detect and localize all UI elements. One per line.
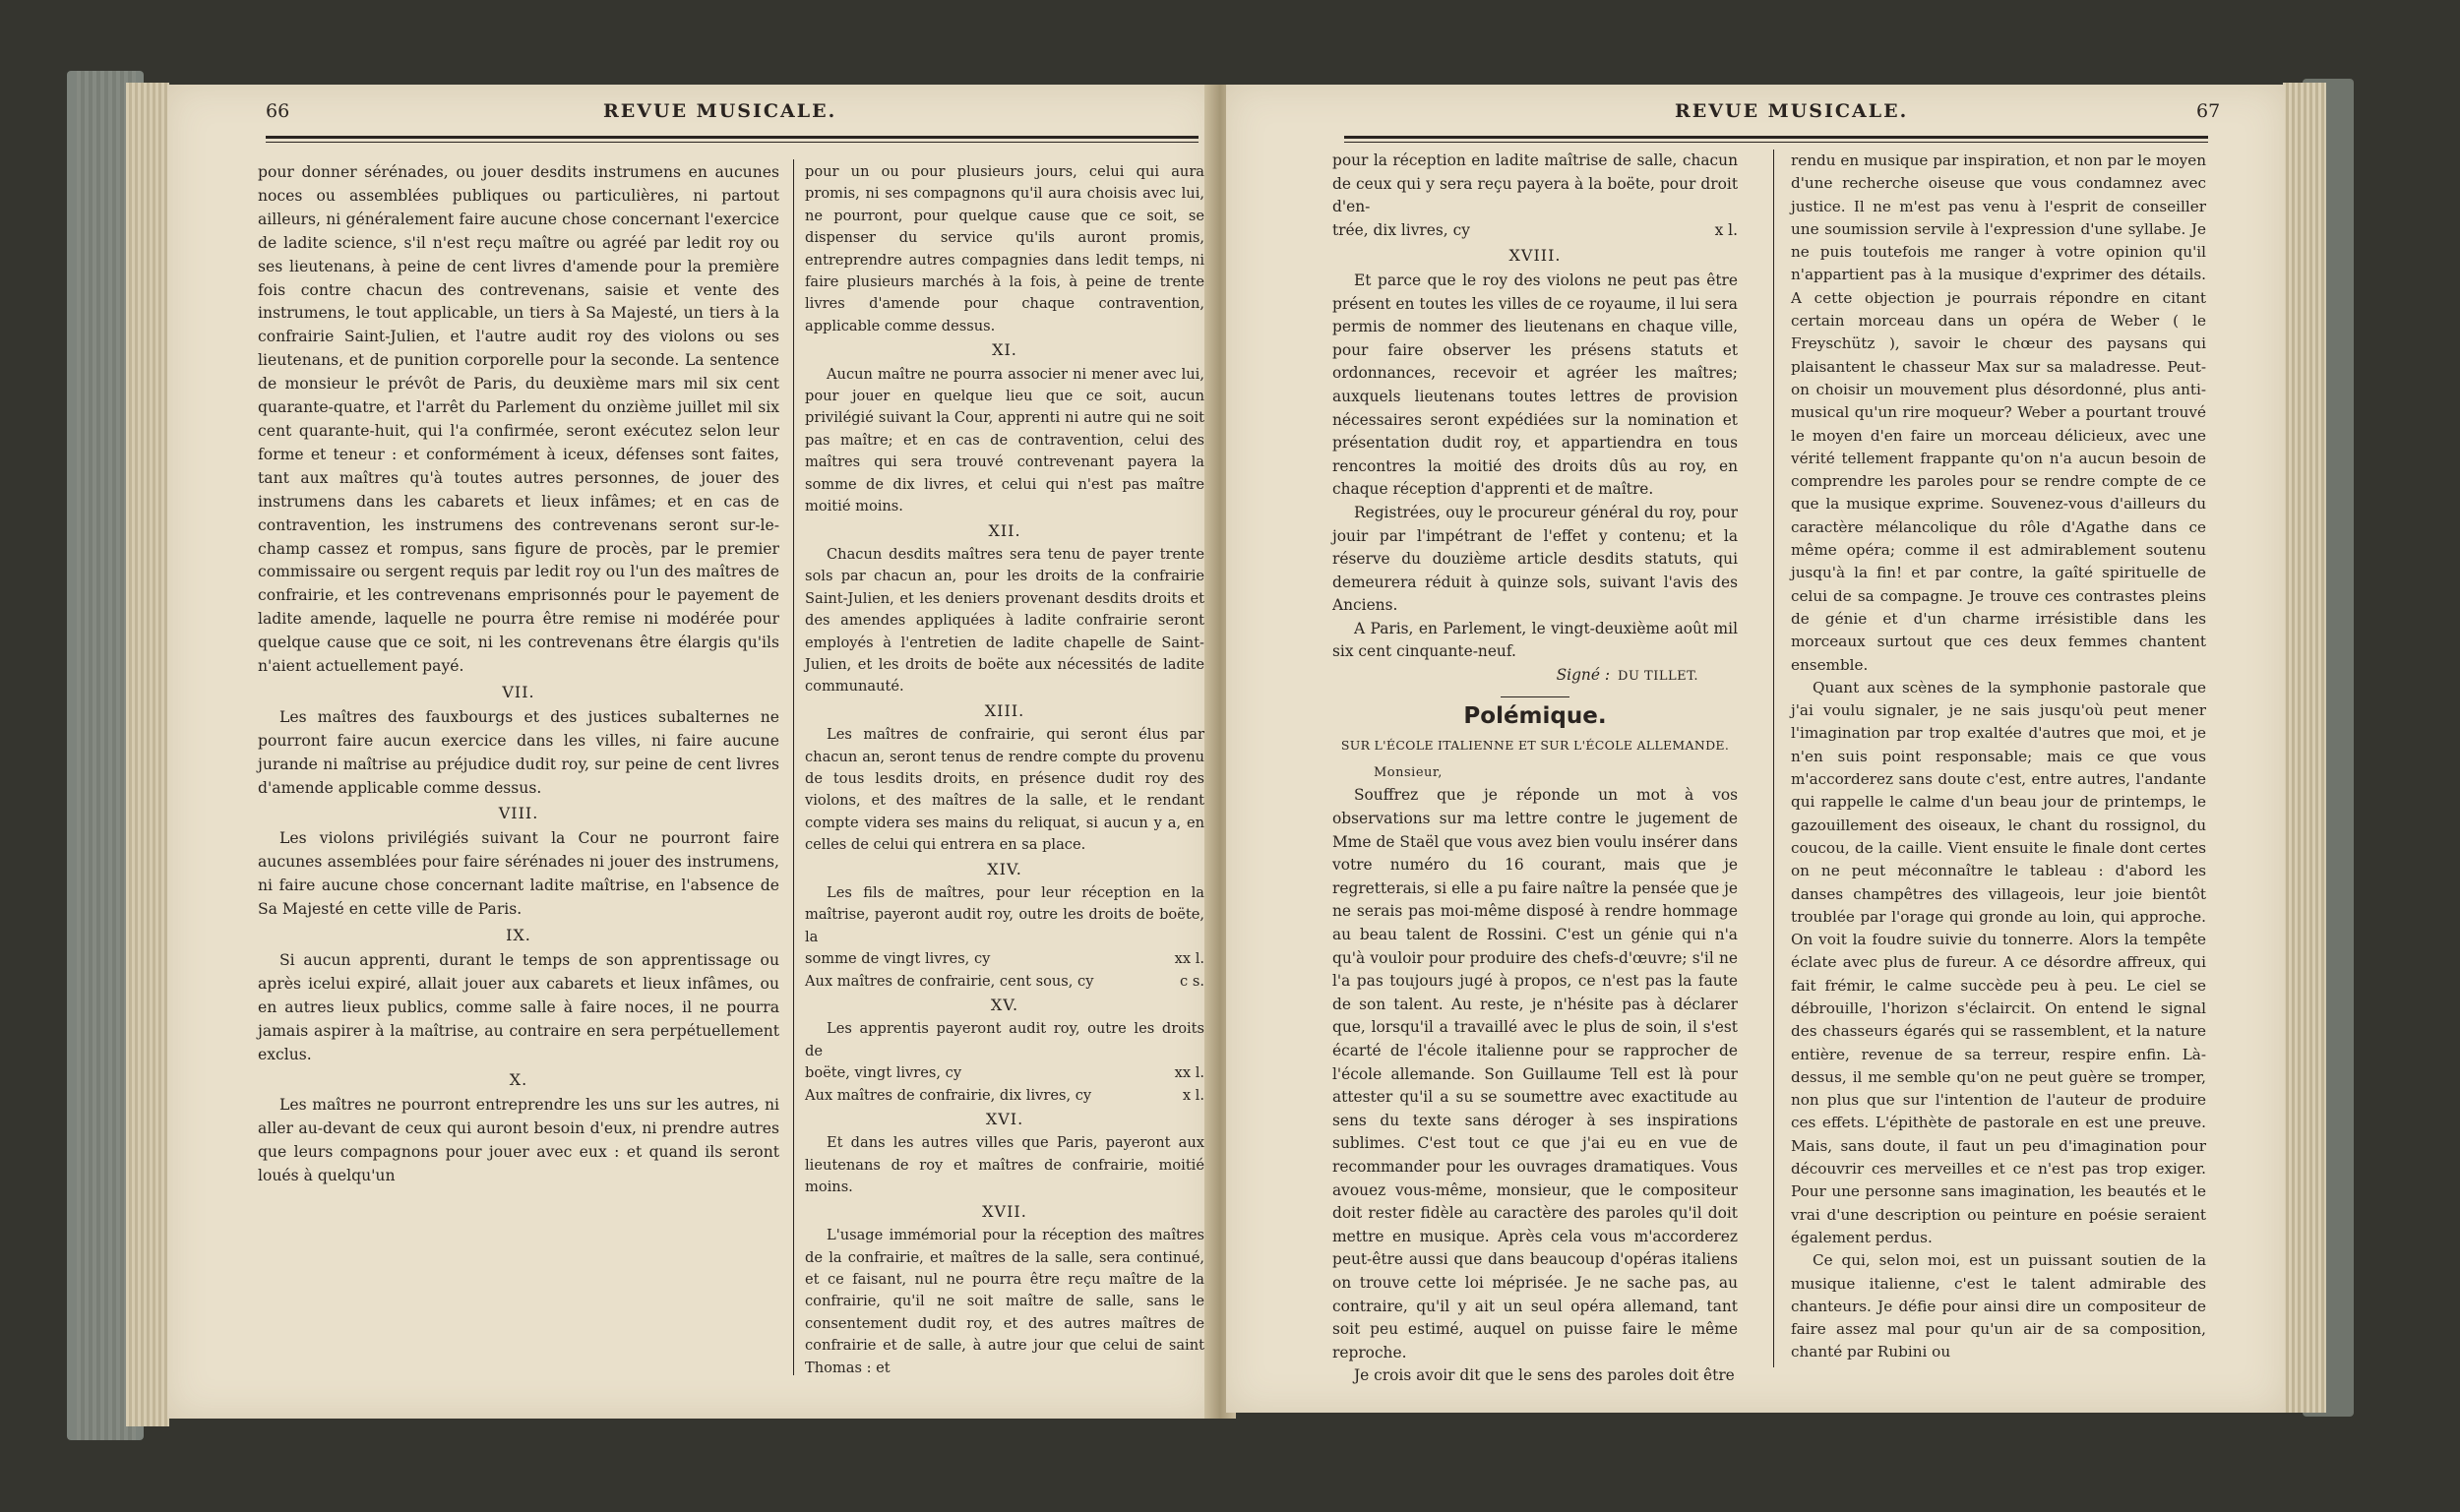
- paragraph: Quant aux scènes de la symphonie pastorale que j'ai voulu signaler, je ne sais jusqu'où peut mener l'imagination par trop exaltée d'autres que moi, et je n'en suis point responsable; mais ce que vous m'accorderez sans doute c'est, entre autres, l'andante qui rappelle le calme d'un beau jour de printemps, le gazouillement des oiseaux, le chant du rossignol, du coucou, de la caille. Vient ensuite le finale dont certes on ne peut méconnaître le tableau : d'abord les danses champêtres des villageois, leur joie bientôt troublée par l'orage qui gronde au loin, qui approche. On voit la foudre suivie du tonnerre. Alors la tempête éclate avec plus de fureur. A ce désordre affreux, qui fait frémir, le calme succède peu à peu. Le ciel se débrouille, l'horizon s'éclaircit. On entend le signal des chasseurs égarés qui se rassemblent, et la nature entière, revenue de sa terreur, respire enfin. Là-dessus, il me semble qu'on ne peut guère se tromper, non plus que sur l'intention de l'auteur de produire ces effets. L'épithète de pastorale en est une preuve. Mais, sans doute, il faut un peu d'imagination pour découvrir ces merveilles et ce n'est pas trop exiger. Pour une personne sans imagination, les beautés et le vrai d'une description ou peinture en poésie seraient également perdus.: [1791, 678, 2206, 1246]
- fee-amount: x l.: [1182, 1086, 1204, 1104]
- fee-line: [805, 1085, 1204, 1107]
- left-column-2: [805, 161, 1204, 1379]
- right-page: [1226, 85, 2285, 1413]
- right-page-number: 67: [2196, 100, 2221, 122]
- paragraph: Si aucun apprenti, durant le temps de son apprentissage ou après icelui expiré, allait jouer aux cabarets et lieux infâmes, ou en autres lieux publics, comme salle à faire noces, il ne pourra jamais aspirer à la maîtrise, au contraire en sera perpétuellement exclus.: [258, 950, 779, 1063]
- paragraph: Les maîtres ne pourront entreprendre les uns sur les autres, ni aller au-devant de ceux qui auront besoin d'eux, ni prendre autres que leurs compagnons pour jouer avec eux : et quand ils seront loués à quelqu'un: [258, 1096, 779, 1185]
- article-number: XII.: [988, 520, 1021, 540]
- paragraph: rendu en musique par inspiration, et non par le moyen d'une recherche oiseuse que vous condamnez avec justice. Il ne m'est pas venu à l'esprit de conseiller une soumission servile à l'expression d'une syllabe. Je ne puis toutefois me ranger à votre opinion qu'il n'appartient pas à la musique d'exprimer des détails. A cette objection je pourrais répondre en citant certain morceau dans un opéra de Weber ( le Freyschütz ), savoir le chœur des paysans qui plaisantent le chasseur Max sur sa maladresse. Peut-on choisir un mouvement plus désordonné, plus anti-musical qu'un rire moqueur? Weber a pourtant trouvé le moyen d'en faire un morceau délicieux, avec une vérité tellement frappante qu'on n'a aucun besoin de comprendre les paroles pour se rendre compte de ce que la musique exprime. Souvenez-vous d'ailleurs du caractère mélancolique du rôle d'Agathe dans ce même opéra; comme il est admirablement soutenu jusqu'à la fin! et par contre, la gaîté spirituelle de celui de sa compagne. Je trouve ces contrastes pleins de génie et d'un charme irrésistible dans les morceaux surtout que ces deux femmes chantent ensemble.: [1791, 151, 2206, 674]
- right-column-rule: [1773, 150, 1774, 1367]
- fee-line: [805, 971, 1204, 993]
- paragraph: Les violons privilégiés suivant la Cour ne pourront faire aucunes assemblées pour faire sérénades ni jouer des instrumens, ni faire aucune chose concernant ladite maîtrise, en l'absence de Sa Majesté en cette ville de Paris.: [258, 829, 779, 919]
- article-number: IX.: [506, 926, 531, 944]
- fee-label: somme de vingt livres, cy: [805, 950, 991, 968]
- right-running-head: REVUE MUSICALE.: [1675, 100, 1909, 122]
- fee-amount: xx l.: [1174, 950, 1204, 968]
- paragraph: pour la réception en ladite maîtrise de salle, chacun de ceux qui y sera reçu payera à la boëte, pour droit d'en-: [1332, 151, 1738, 216]
- left-running-head: REVUE MUSICALE.: [603, 100, 837, 122]
- signature-label: Signé :: [1556, 666, 1611, 685]
- fee-label: Aux maîtres de confrairie, dix livres, cy: [805, 1086, 1092, 1104]
- article-subtitle: SUR L'ÉCOLE ITALIENNE ET SUR L'ÉCOLE ALLEMANDE.: [1340, 738, 1730, 754]
- article-number: X.: [509, 1070, 528, 1090]
- paragraph: pour un ou pour plusieurs jours, celui qui aura promis, ni ses compagnons qu'il aura choisis avec lui, ne pourront, pour quelque cause que ce soit, se dispenser du service qu'ils auront promis, entreprendre autres compagnies dans ledit temps, ni faire plusieurs marchés à la fois, à peine de trente livres d'amende pour chaque contravention, applicable comme dessus.: [805, 163, 1204, 334]
- paragraph: Les apprentis payeront audit roy, outre les droits de: [805, 1020, 1204, 1059]
- left-page-number: 66: [266, 100, 290, 122]
- right-head-rule-thin: [1344, 142, 2208, 143]
- paragraph: Et parce que le roy des violons ne peut pas être présent en toutes les villes de ce royaume, il lui sera permis de nommer des lieutenans en chaque ville, pour faire observer les présens statuts et ordonnances, recevoir et agréer les maîtres; auxquels lieutenans toutes lettres de provision nécessaires seront expédiées sur la nomination et présentation dudit roy, et appartiendra en tous rencontres la moitié des droits dûs au roy, en chaque réception d'apprenti et de maître.: [1332, 271, 1738, 499]
- paragraph: A Paris, en Parlement, le vingt-deuxième août mil six cent cinquante-neuf.: [1332, 619, 1738, 661]
- fee-line: [805, 948, 1204, 970]
- right-head-rule: [1344, 136, 2208, 139]
- left-head-rule-thin: [266, 142, 1199, 143]
- article-number: XI.: [992, 340, 1017, 360]
- paragraph: Souffrez que je réponde un mot à vos observations sur ma lettre contre le jugement de Mme de Staël que vous avez bien voulu insérer dans votre numéro du 16 courant, mais que je regretterais, si elle a pu faire naître la pensée que je ne serais pas moi-même disposé à rendre hommage au beau talent de Rossini. C'est un génie qui n'a qu'à vouloir pour produire des chefs-d'œuvre; s'il ne l'a pas toujours jugé à propos, ce n'est pas la faute de son talent. Au reste, je n'hésite pas à déclarer que, lorsqu'il a travaillé avec le plus de soin, il s'est écarté de l'école italienne pour se rapprocher de l'école allemande. Son Guillaume Tell est là pour attester qu'il a su se soumettre avec exactitude au sens du texte sans déroger à ses inspirations sublimes. C'est tout ce que j'ai eu en vue de recommander pour les ouvrages dramatiques. Vous avouez vous-même, monsieur, que le compositeur doit rester fidèle au caractère des paroles qu'il doit mettre en musique. Après cela vous m'accorderez peut-être aussi que dans beaucoup d'opéras italiens on trouve cette loi méprisée. Je ne sache pas, au contraire, qu'il y ait un seul opéra allemand, tant soit peu estimé, auquel on puisse faire le même reproche.: [1332, 786, 1739, 1361]
- left-page: [167, 85, 1214, 1419]
- left-column-rule: [793, 159, 794, 1375]
- fee-amount: x l.: [1714, 220, 1738, 239]
- signature-line: [1332, 664, 1738, 689]
- paragraph: Aucun maître ne pourra associer ni mener avec lui, pour jouer en quelque lieu que ce soit, aucun privilégié suivant la Cour, apprenti ni autre qui ne soit pas maître; et en cas de contravention, celui des maîtres qui sera trouvé contrevenant payera la somme de dix livres, et celui qui n'est pas maître moitié moins.: [805, 365, 1204, 515]
- right-column-1: [1332, 150, 1738, 1388]
- article-number: XIV.: [987, 859, 1022, 878]
- article-number: XIII.: [984, 700, 1025, 720]
- paragraph: Et dans les autres villes que Paris, payeront aux lieutenans de roy et maîtres de confrairie, moitié moins.: [805, 1134, 1204, 1196]
- left-page-edges: [126, 83, 169, 1426]
- fee-label: boëte, vingt livres, cy: [805, 1064, 962, 1082]
- paragraph: pour donner sérénades, ou jouer desdits instrumens en aucunes noces ou assemblées publiques ou particulières, ni partout ailleurs, ni généralement faire aucune chose concernant l'exercice de ladite science, s'il n'est reçu maître ou agréé par ledit roy ou ses lieutenans, à peine de cent livres d'amende pour la première fois contre chacun des contrevenans, saisie et vente des instrumens, le tout applicable, un tiers à Sa Majesté, un tiers à la confrairie Saint-Julien, et l'autre audit roy des violons ou ses lieutenans, et de punition corporelle pour la seconde. La sentence de monsieur le prévôt de Paris, du deuxième mars mil six cent quarante-quatre, et l'arrêt du Parlement du onzième juillet mil six cent quarante-huit, qui l'a confirmée, seront exécutez selon leur forme et teneur : et conformément à iceux, défenses sont faites, tant aux maîtres qu'à toutes autres personnes, de jouer des instrumens dans les cabarets et lieux infâmes; et en cas de contravention, les instrumens des contrevenans seront sur-le-champ cassez et rompus, sans figure de procès, par le premier commissaire ou sergent requis par ledit roy ou l'un des maîtres de confrairie, et les contrevenans emprisonnés pour le payement de ladite amende, laquelle ne pourra être remise ni modérée pour quelque cause que ce soit, ni les contrevenans être élargis qu'ils n'aient actuellement payé.: [258, 163, 779, 676]
- right-page-edges: [2283, 83, 2326, 1413]
- section-divider: [1501, 696, 1569, 697]
- left-head-rule: [266, 136, 1199, 139]
- article-number: XVI.: [985, 1110, 1024, 1129]
- article-number: VII.: [502, 682, 535, 701]
- fee-amount: c s.: [1180, 972, 1204, 990]
- salutation: Monsieur,: [1374, 764, 1443, 780]
- article-number: XVIII.: [1508, 246, 1562, 266]
- fee-line: [1332, 219, 1738, 243]
- paragraph: L'usage immémorial pour la réception des maîtres de la confrairie, et maîtres de la salle, sera continué, et ce faisant, nul ne pourra être reçu maître de la confrairie, qu'il ne soit maître de salle, sans le consentement dudit roy, et des autres maîtres de confrairie et de salle, à autre jour que celui de saint Thomas : et: [805, 1227, 1204, 1376]
- left-column-1: [258, 161, 779, 1188]
- paragraph: Chacun desdits maîtres sera tenu de payer trente sols par chacun an, pour les droits de la confrairie Saint-Julien, et les deniers provenant desdits droits et des amendes appliquées à ladite confrairie seront employés à l'entretien de ladite chapelle de Saint-Julien, et les droits de boëte aux nécessités de ladite communauté.: [805, 545, 1204, 696]
- article-number: XV.: [990, 996, 1019, 1015]
- article-number: VIII.: [498, 804, 539, 823]
- fee-label: Aux maîtres de confrairie, cent sous, cy: [805, 972, 1094, 990]
- article-title: Polémique.: [1463, 702, 1607, 729]
- paragraph: Registrées, ouy le procureur général du roy, pour jouir par l'impétrant de l'effet y contenu; et la réserve du douzième article desdits statuts, qui demeurera réduit à quinze sols, suivant l'avis des Anciens.: [1332, 503, 1738, 615]
- paragraph: Les fils de maîtres, pour leur réception en la maîtrise, payeront audit roy, outre les droits de boëte, la: [805, 884, 1204, 945]
- fee-line: [805, 1062, 1204, 1084]
- signature-name: DU TILLET.: [1618, 669, 1698, 685]
- paragraph: Je crois avoir dit que le sens des paroles doit être: [1354, 1366, 1735, 1385]
- paragraph: Les maîtres des fauxbourgs et des justices subalternes ne pourront faire aucun exercice dans les villes, ni faire aucune jurande ni maîtrise au préjudice dudit roy, sur peine de cent livres d'amende applicable comme dessus.: [258, 707, 779, 797]
- paragraph: Les maîtres de confrairie, qui seront élus par chacun an, seront tenus de rendre compte du provenu de tous lesdits droits, en présence dudit roy des violons, et des maîtres de la salle, et le rendant compte videra ses mains du reliquat, si aucun y a, en celles de celui qui entrera en sa place.: [805, 726, 1204, 854]
- paragraph: Ce qui, selon moi, est un puissant soutien de la musique italienne, c'est le talent admirable des chanteurs. Je défie pour ainsi dire un compositeur de faire assez mal pour qu'un air de sa composition, chanté par Rubini ou: [1791, 1251, 2206, 1361]
- fee-label: trée, dix livres, cy: [1332, 220, 1470, 239]
- article-number: XVII.: [982, 1201, 1027, 1221]
- fee-amount: xx l.: [1174, 1064, 1204, 1082]
- right-column-2: [1791, 150, 2206, 1364]
